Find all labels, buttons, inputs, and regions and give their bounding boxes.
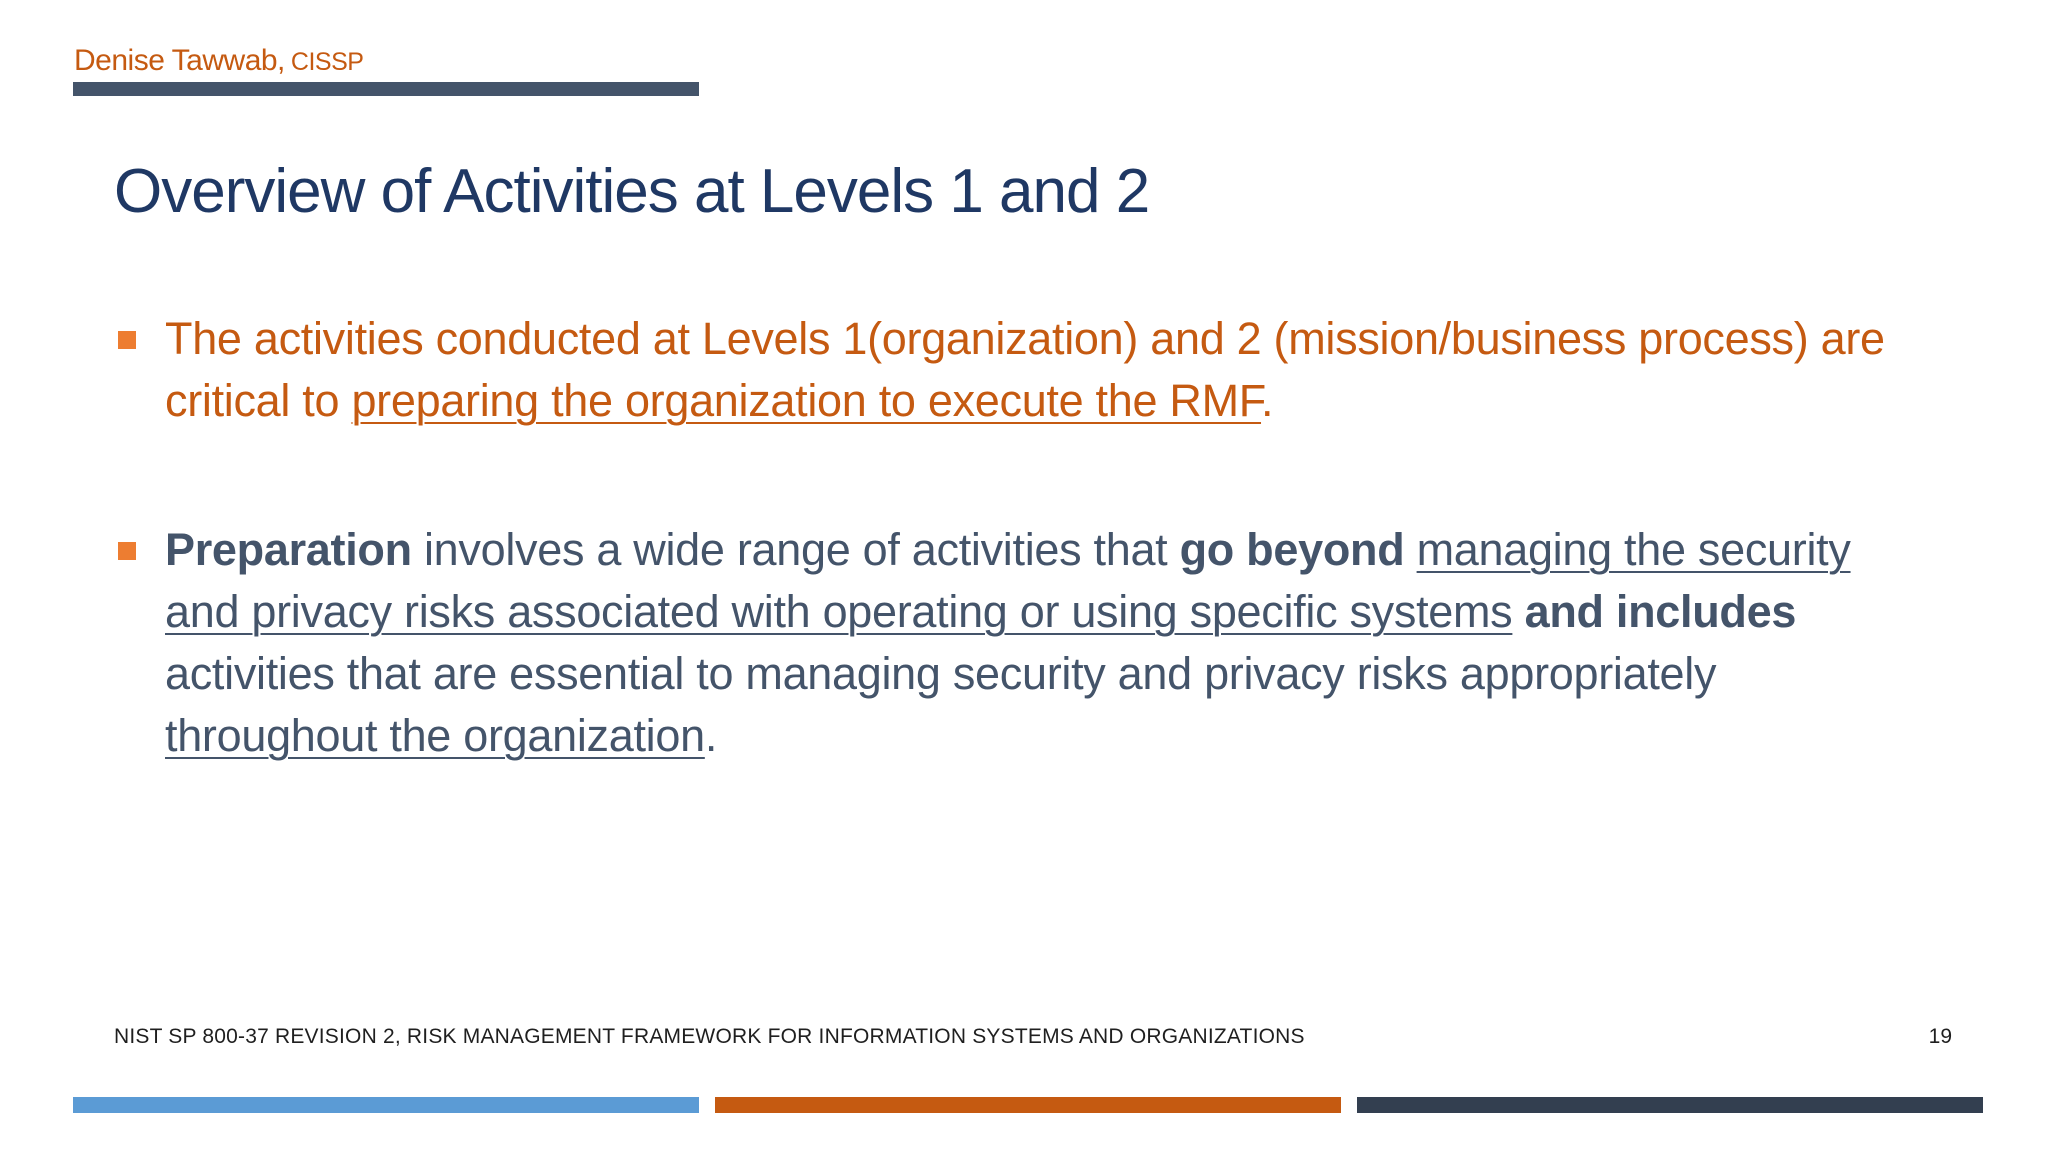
square-bullet-icon [118,542,136,560]
bullet2-bold-and-includes: and includes [1524,586,1797,637]
bullet2-underlined-throughout: throughout the organization [165,710,705,761]
bullet1-text: The activities conducted at Levels 1(organization) and 2 (mission/business process) are critical to [165,313,1885,426]
square-bullet-icon [118,331,136,349]
bullet2-space [1404,524,1416,575]
bullet2-period: . [704,710,718,761]
bullet2-space [1512,586,1524,637]
bullet1-underlined-phrase: preparing the organization to execute the RMF [351,375,1262,426]
slide-title: Overview of Activities at Levels 1 and 2 [114,157,1150,226]
bullet2-text: involves a wide range of activities that [411,524,1180,575]
author-name [74,44,363,78]
header-rule [73,82,699,96]
footer-bar-dark [1357,1097,1983,1113]
bullet-paragraph-preparation [165,519,1905,767]
author-name-text: Denise Tawwab, [74,44,285,77]
bullet1-period: . [1261,375,1274,426]
bullet-paragraph-levels [165,308,1905,432]
bullet2-bold-go-beyond: go beyond [1179,524,1405,575]
bullet2-bold-preparation: Preparation [165,524,412,575]
page-number: 19 [1928,1025,1952,1048]
footer-source: NIST SP 800-37 REVISION 2, RISK MANAGEMENT FRAMEWORK FOR INFORMATION SYSTEMS AND ORGANIZATIONS [114,1025,1305,1048]
author-credential: CISSP [290,48,364,76]
bullet2-underlined-managing: managing the security and privacy risks associated with operating or using specific systems [165,524,1851,637]
footer-bar-orange [715,1097,1341,1113]
footer-bar-blue [73,1097,699,1113]
bullet2-text: activities that are essential to managing security and privacy risks appropriately [165,648,1717,699]
